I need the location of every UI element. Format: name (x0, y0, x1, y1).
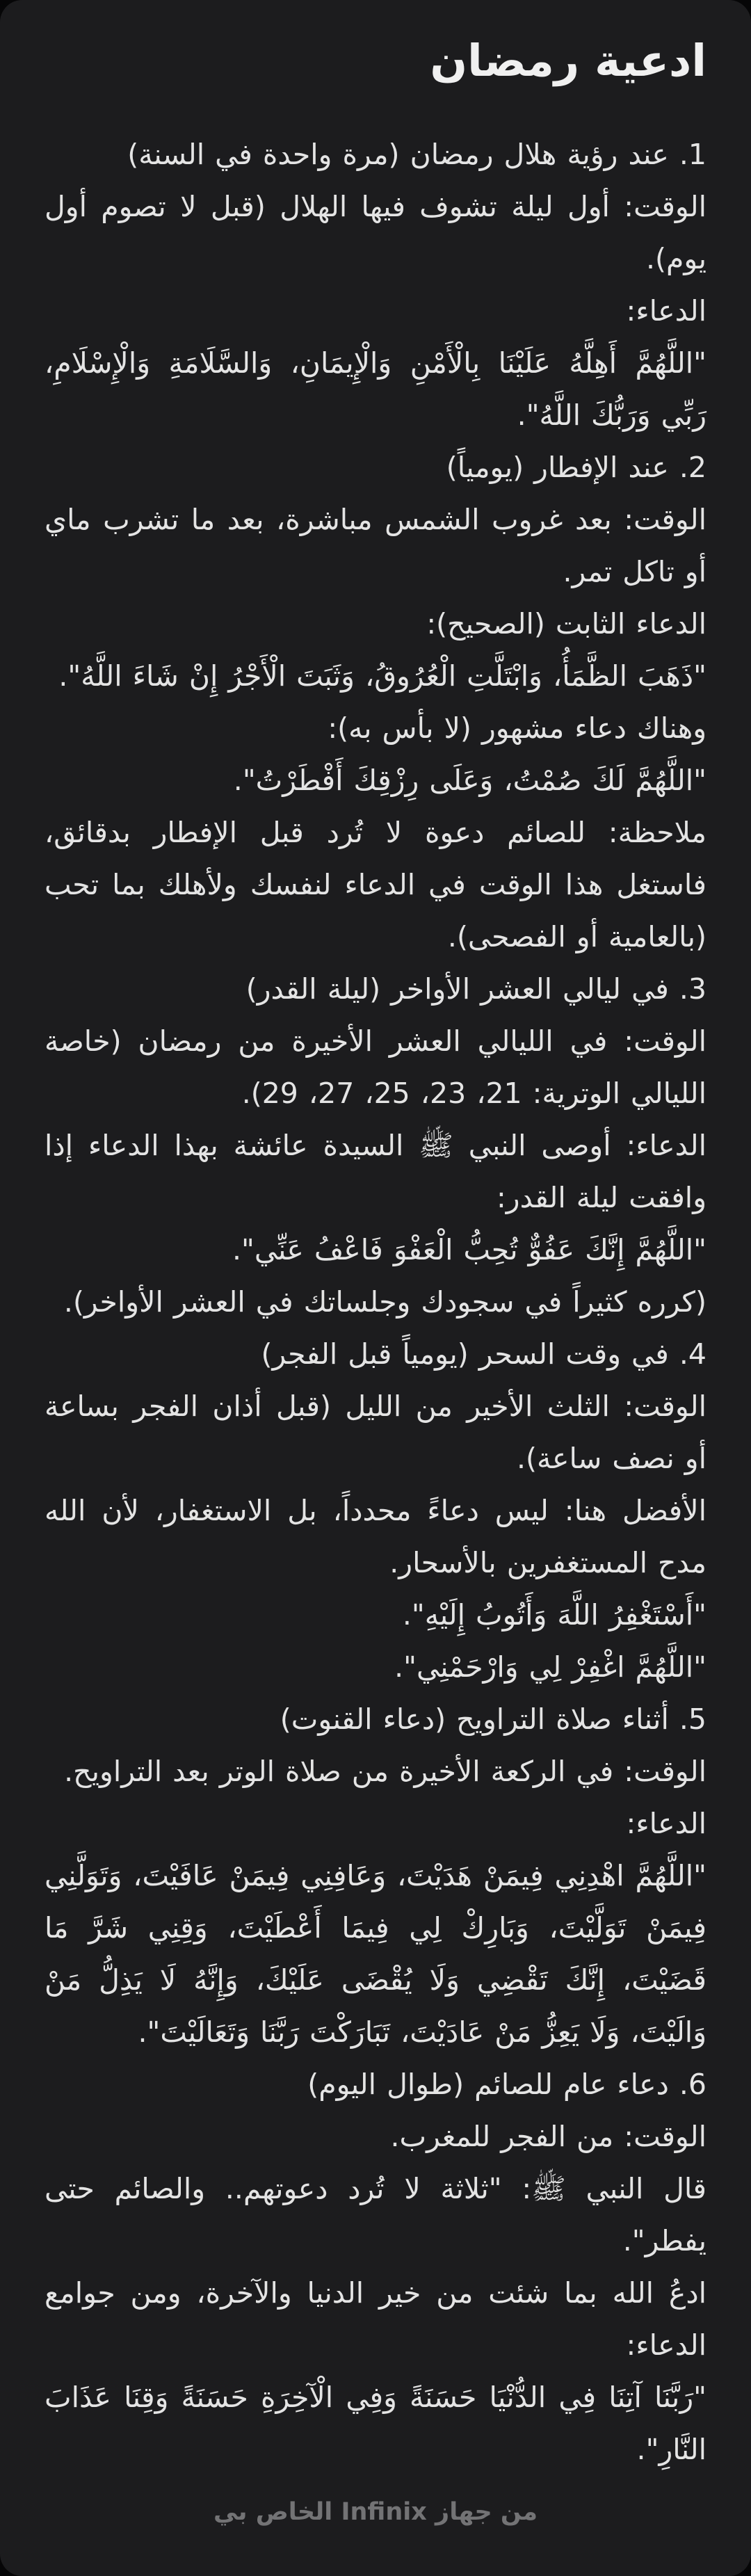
paragraph-line: "أَسْتَغْفِرُ اللَّهَ وَأَتُوبُ إِلَيْهِ". (402, 1598, 706, 1632)
paragraph-line: 1. عند رؤية هلال رمضان (مرة واحدة في السنة) (127, 138, 706, 172)
paragraph-line: الدعاء: (626, 1807, 706, 1841)
paragraph-line: 3. في ليالي العشر الأواخر (ليلة القدر) (245, 972, 706, 1006)
paragraph-line: "اللَّهُمَّ إِنَّكَ عَفُوٌّ تُحِبُّ الْعَفْوَ فَاعْفُ عَنِّي". (232, 1233, 706, 1267)
paragraph-line: الدعاء: (626, 294, 706, 328)
paragraph-line: "اللَّهُمَّ اغْفِرْ لِي وَارْحَمْنِي". (394, 1650, 706, 1684)
paragraph-line: الدعاء: أوصى النبي ﷺ السيدة عائشة بهذا الدعاء إذا وافقت ليلة القدر: (45, 1129, 706, 1215)
paragraph-line: 4. في وقت السحر (يومياً قبل الفجر) (261, 1337, 706, 1371)
note-body (45, 129, 706, 2476)
paragraph-line: الوقت: الثلث الأخير من الليل (قبل أذان الفجر بساعة أو نصف ساعة). (45, 1390, 706, 1476)
paragraph-line: قال النبي ﷺ: "ثلاثة لا تُرد دعوتهم.. والصائم حتى يفطر". (45, 2172, 706, 2258)
paragraph-line: "ذَهَبَ الظَّمَأُ، وَابْتَلَّتِ الْعُرُوقُ، وَثَبَتَ الْأَجْرُ إِنْ شَاءَ اللَّهُ". (58, 659, 706, 693)
paragraph-line: "اللَّهُمَّ لَكَ صُمْتُ، وَعَلَى رِزْقِكَ أَفْطَرْتُ". (233, 764, 706, 798)
paragraph-line: (كرره كثيراً في سجودك وجلساتك في العشر الأواخر). (63, 1285, 706, 1319)
paragraph-line: ملاحظة: للصائم دعوة لا تُرد قبل الإفطار بدقائق، فاستغل هذا الوقت في الدعاء لنفسك ولأهلك بما تحب (بالعامية أو الفصحى). (45, 816, 706, 954)
paragraph-line: 5. أثناء صلاة التراويح (دعاء القنوت) (280, 1702, 706, 1737)
paragraph-line: "اللَّهُمَّ اهْدِنِي فِيمَنْ هَدَيْتَ، وَعَافِنِي فِيمَنْ عَافَيْتَ، وَتَوَلَّنِي فِيمَنْ تَوَلَّيْتَ، وَبَارِكْ لِي فِيمَا أَعْطَيْتَ، وَقِنِي شَرَّ مَا قَضَيْتَ، إِنَّكَ تَقْضِي وَلَا يُقْضَى عَلَيْكَ، وَإِنَّهُ لَا يَذِلُّ مَنْ وَالَيْتَ، وَلَا يَعِزُّ مَنْ عَادَيْتَ، تَبَارَكْتَ رَبَّنَا وَتَعَالَيْتَ". (45, 1859, 706, 2050)
note-title: ادعية رمضان (430, 35, 706, 86)
paragraph-line: الوقت: في الليالي العشر الأخيرة من رمضان (خاصة الليالي الوترية: 21، 23، 25، 27، 29). (45, 1024, 706, 1111)
paragraph-line: الدعاء الثابت (الصحيح): (426, 607, 706, 641)
paragraph-line: 2. عند الإفطار (يومياً) (446, 451, 706, 485)
paragraph-line: 6. دعاء عام للصائم (طوال اليوم) (307, 2068, 706, 2102)
paragraph-line: "رَبَّنَا آتِنَا فِي الدُّنْيَا حَسَنَةً وَفِي الْآخِرَةِ حَسَنَةً وَقِنَا عَذَابَ النَّارِ". (45, 2381, 706, 2467)
paragraph-line: الأفضل هنا: ليس دعاءً محدداً، بل الاستغفار، لأن الله مدح المستغفرين بالأسحار. (45, 1494, 706, 1580)
paragraph-line: الوقت: من الفجر للمغرب. (390, 2120, 706, 2154)
paragraph-line: وهناك دعاء مشهور (لا بأس به): (328, 711, 706, 746)
paragraph-line: ادعُ الله بما شئت من خير الدنيا والآخرة، ومن جوامع الدعاء: (45, 2276, 706, 2362)
paragraph-line: "اللَّهُمَّ أَهِلَّهُ عَلَيْنَا بِالْأَمْنِ وَالْإِيمَانِ، وَالسَّلَامَةِ وَالْإِسْلَامِ، رَبِّي وَرَبُّكَ اللَّهُ". (45, 346, 706, 433)
device-signature: من جهاز Infinix الخاص بي (213, 2498, 538, 2526)
paragraph-line: الوقت: في الركعة الأخيرة من صلاة الوتر بعد التراويح. (64, 1755, 706, 1789)
paragraph-line: الوقت: أول ليلة تشوف فيها الهلال (قبل لا تصوم أول يوم). (45, 190, 706, 276)
paragraph-line: الوقت: بعد غروب الشمس مباشرة، بعد ما تشرب ماي أو تاكل تمر. (45, 503, 706, 589)
